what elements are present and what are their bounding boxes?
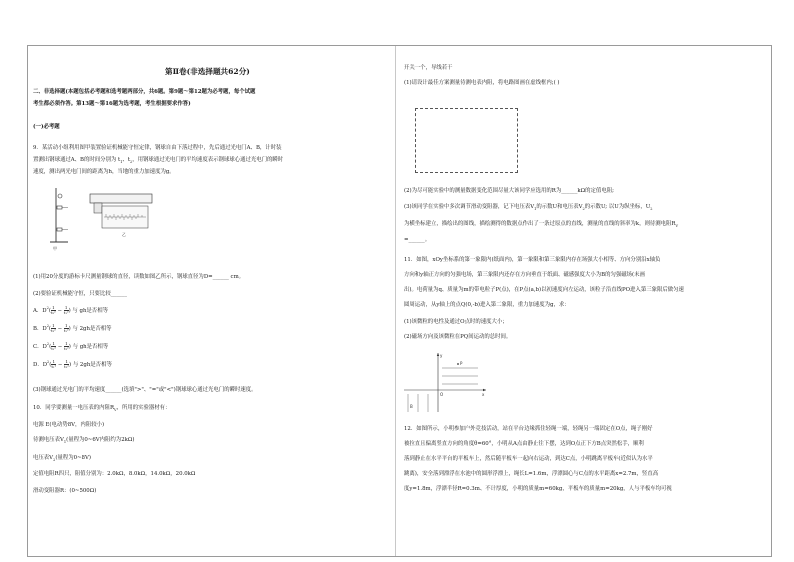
q12-line3: 落到静止在水平平台的平板车上，然后随平板车一起向右运动，到达C点，小明跳离平板车(近似认为水平 — [404, 456, 653, 462]
q11-line4: 圆周运动，从y轴上的点Q(0,-b)进入第二象限，重力加速度为g，求： — [404, 302, 570, 308]
q11-fig-label-y: y — [440, 353, 443, 358]
q12-line5: 度y=1.8m，浮漂半径R=0.3m、不计厚度，小明的质量m=60kg，平板车的质量m=20kg，人与平板车均可视 — [404, 486, 672, 492]
page-border — [27, 45, 772, 557]
q11-line1: 11．如图，xOy坐标系的第一象限内(纸面内)，第一象限和第三象限内存在场强大小相等、方向分别沿x轴负 — [404, 257, 661, 263]
q9-part1: (1)用20分度的游标卡尺测量钢球的直径，读数如图乙所示，钢球直径为D=______ cm。 — [33, 274, 245, 280]
q10-item2: 待测电压表$V_1$(量程为0~6V内阻约为2kΩ) — [33, 437, 135, 445]
q9-option-b: B．$D^2$( $\frac{1}{\text{t₂²}}$ − $\frac{1}{\text{t₁²}}$ ) 与 2gh是否相等 — [33, 323, 112, 333]
q10-item1: 电源 E(电动势8V，内阻较小) — [33, 422, 105, 428]
q9-option-c: C．$D^2$( $\frac{1}{\text{t₁²}}$ − $\frac{1}{\text{t₂²}}$ ) 与 gh是否相等 — [33, 341, 109, 351]
q9-part3: (3)钢球通过光电门的平均速度______(选填">"、"="或"<")钢球球心通过光电门的瞬时速度。 — [33, 387, 257, 393]
q11-fig-label-b: B — [410, 404, 413, 409]
q9-figure — [40, 184, 160, 256]
q9-part2: (2)要验证机械能守恒，只要比较______ — [33, 291, 127, 297]
q10-right-part3-line1: (3)该同学在实验中多次调节滑动变阻器，记下电压表$V_1$的示数U和电压表$V_2$的示数U; 以U为纵坐标，$U_2$ — [404, 204, 653, 212]
column-divider — [395, 46, 396, 556]
q10-item4: 定值电阻R四只，阻值分别为：2.0kΩ，8.0kΩ，14.0kΩ，20.0kΩ — [33, 471, 196, 477]
section-heading-line2: 考生都必须作答。第13题～第16题为选考题，考生根据要求作答) — [33, 101, 191, 107]
q10-right-part2: (2)为尽可能实验中的测量数据变化范围尽量大该同学应选用的R为______kΩ的定值电阻; — [404, 188, 614, 194]
q12-line4: 跳离)，安全落到漂浮在水池中的圆形浮漂上，绳长L=1.6m，浮漂圆心与C点的水平距离x=2.7m，竖直高 — [404, 471, 659, 477]
q10-line1: 10．同学要测量一电压表的内阻$R_V$，所用的实验器材有： — [33, 405, 171, 413]
q10-right-part3-line3: =______。 — [404, 237, 431, 243]
q9-option-d: D．$D^2$( $\frac{1}{\text{t₁²}}$ − $\frac{1}{\text{t₂²}}$ ) 与 2gh是否相等 — [33, 359, 112, 369]
q10-right-part1: (1)请设计最佳方案测量待测电表内阻，将电路图画在虚线框内;( ) — [404, 80, 560, 86]
q11-fig-label-x: x — [482, 392, 485, 397]
q11-fig-label-p: P — [460, 361, 463, 366]
q11-fig-label-o: O — [440, 392, 444, 397]
circuit-drawing-box[interactable] — [415, 108, 518, 173]
fig-label-yi: 乙 — [122, 232, 126, 237]
q10-item5: 滑动变阻器R：(0~500Ω) — [33, 488, 97, 494]
q9-line3: 速度，测出两光电门间的距离为h，当地的重力加速度为g。 — [33, 169, 175, 175]
section-heading-line1: 二、非选择题(本题包括必考题和选考题两部分，共6题。第9题～第12题为必考题，每个试题 — [33, 89, 256, 95]
q11-part2: (2)磁场方向及该微粒在PQ间运动的总时间。 — [404, 334, 512, 340]
q11-line2: 方向和y轴正方向的匀强电场，第三象限内还存在方向垂直于纸面、磁感强度大小为B的匀强磁场(未画 — [404, 272, 645, 278]
q12-line1: 12．如图所示，小明参加户外竞技活动，站在平台边缘抓住轻绳一端，轻绳另一端固定在O点，绳子刚好 — [404, 426, 653, 432]
q9-line2: 置测出钢球通过A、B的时间分别为 $t_1$、$t_2$，用钢球通过光电门的平均速度表示钢球球心通过光电门的瞬时 — [33, 157, 284, 165]
right-line0: 开关一个，导线若干 — [404, 65, 453, 71]
q11-line3: 出)。电荷量为q、质量为m的带电粒子P(点)，在P点(a,b)以初速度向左运动，该粒子沿直线PO进入第三象限后做匀速 — [404, 287, 684, 293]
sub-heading: (一)必考题 — [33, 124, 60, 130]
q9-option-a: A．$D^2$( $\frac{1}{\text{t₂²}}$ − $\frac{1}{\text{t₁²}}$ ) 与 gh是否相等 — [33, 305, 108, 315]
fig-label-jia: 甲 — [53, 246, 57, 251]
q11-figure — [400, 350, 490, 415]
q12-line2: 被拉直且偏离竖直方向的角度θ=60°，小明从A点由静止往下摆，达到O点正下方B点突然松手，顺利 — [404, 441, 644, 447]
q9-line1: 9．某活动小组利用图甲装置验证机械能守恒定律，钢球自由下落过程中，先后通过光电门A、B，计时装 — [33, 145, 282, 151]
q10-right-part3-line2: 为横坐标建立，描绘出的图线，描绘测得的数据点作出了一条过原点的直线，测量的直线的斜率为k，则待测电阻$R_V$ — [404, 221, 678, 229]
q10-item3: 电压表$V_2$(量程为0~8V) — [33, 455, 91, 463]
q11-part1: (1)该微粒的电性及通过O点时的速度大小； — [404, 319, 508, 325]
section-title: 第Ⅱ卷(非选择题共62分) — [165, 67, 250, 76]
